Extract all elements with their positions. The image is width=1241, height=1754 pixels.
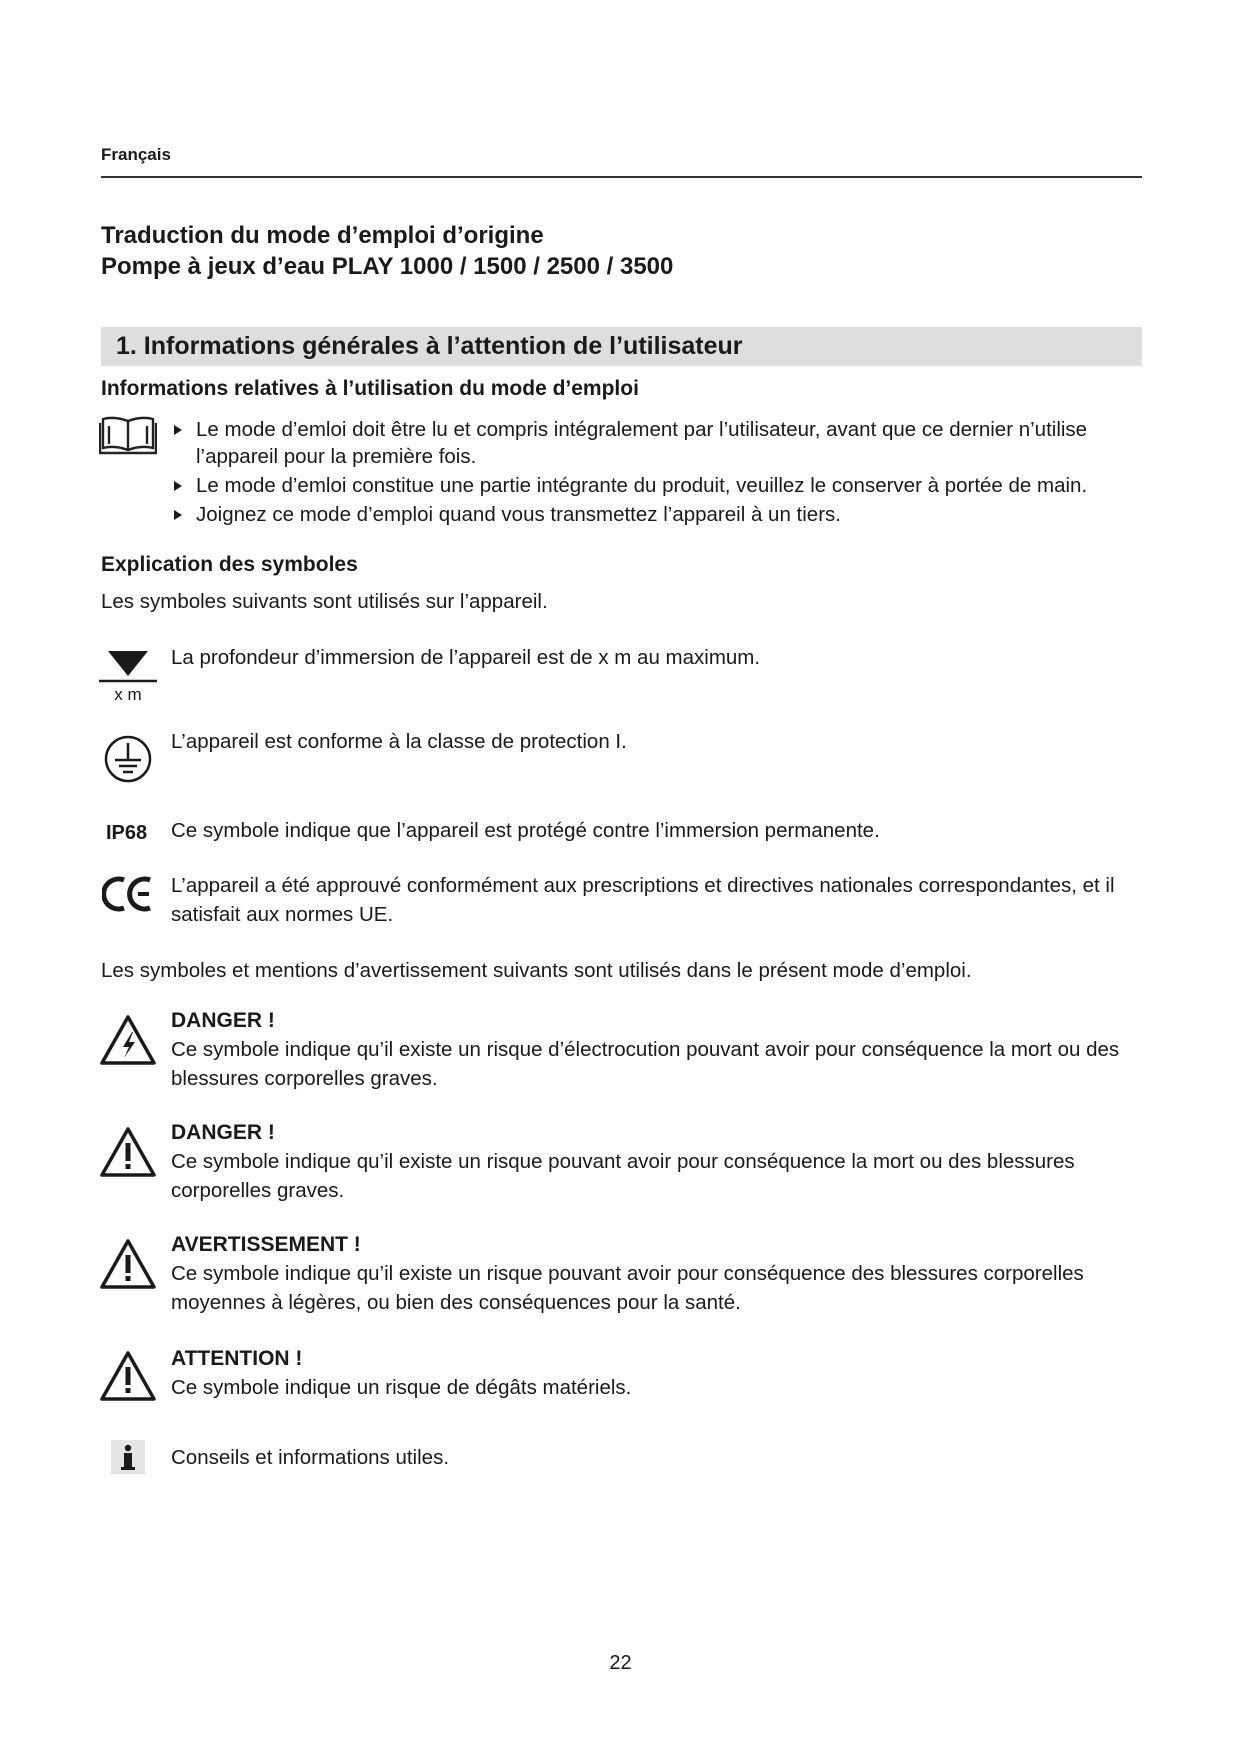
page-number: 22 bbox=[609, 1652, 632, 1674]
warning-title: ATTENTION ! bbox=[171, 1347, 303, 1370]
warning-icon bbox=[99, 1350, 157, 1402]
document-title bbox=[101, 220, 673, 282]
section-heading: 1. Informations générales à l’attention de l’utilisateur bbox=[116, 332, 743, 360]
language-label: Français bbox=[101, 145, 171, 164]
depth-text: La profondeur d’immersion de l’appareil est de x m au maximum. bbox=[171, 646, 761, 669]
usage-bullet: Le mode d’emloi constitue une partie intégrante du produit, veuillez le conserver à portée de main. bbox=[172, 472, 1152, 499]
warning-text: Ce symbole indique qu’il existe un risque d’électrocution pouvant avoir pour conséquence la mort ou des blessures corporelles graves. bbox=[171, 1038, 1120, 1090]
warning-text: Ce symbole indique qu’il existe un risque pouvant avoir pour conséquence la mort ou des blessures corporelles graves. bbox=[171, 1150, 1075, 1202]
symbols-intro: Les symboles suivants sont utilisés sur l’appareil. bbox=[101, 590, 548, 613]
warning-text: Ce symbole indique qu’il existe un risque pouvant avoir pour conséquence des blessures corporelles moyennes à légères, ou bien des conséquences pour la santé. bbox=[171, 1262, 1084, 1314]
warning-text: Ce symbole indique un risque de dégâts matériels. bbox=[171, 1376, 632, 1399]
depth-icon bbox=[97, 648, 159, 704]
ip68-label: IP68 bbox=[106, 822, 148, 844]
header-rule bbox=[101, 176, 1142, 178]
title-line-1: Traduction du mode d’emploi d’origine bbox=[101, 222, 544, 249]
ce-text: L’appareil a été approuvé conformément aux prescriptions et directives nationales correspondantes, et il satisfait aux normes UE. bbox=[171, 874, 1115, 926]
warning-icon bbox=[99, 1126, 157, 1178]
info-icon bbox=[111, 1440, 145, 1474]
ip68-text: Ce symbole indique que l’appareil est protégé contre l’immersion permanente. bbox=[171, 819, 880, 842]
warning-title: DANGER ! bbox=[171, 1009, 275, 1032]
warning-title: AVERTISSEMENT ! bbox=[171, 1233, 361, 1256]
warning-title: DANGER ! bbox=[171, 1121, 275, 1144]
warnings-intro: Les symboles et mentions d’avertissement suivants sont utilisés dans le présent mode d’emploi. bbox=[101, 959, 972, 982]
warning-icon bbox=[99, 1238, 157, 1290]
title-line-2: Pompe à jeux d’eau PLAY 1000 / 1500 / 2500 / 3500 bbox=[101, 253, 674, 280]
depth-label: x m bbox=[114, 685, 142, 704]
ground-text: L’appareil est conforme à la classe de protection I. bbox=[171, 730, 627, 753]
usage-bullet: Joignez ce mode d’emploi quand vous transmettez l’appareil à un tiers. bbox=[172, 501, 1152, 528]
info-text: Conseils et informations utiles. bbox=[171, 1446, 450, 1469]
electric-warning-icon bbox=[99, 1014, 157, 1066]
warning-block-2 bbox=[171, 1118, 1146, 1205]
symbols-heading: Explication des symboles bbox=[101, 553, 358, 576]
warning-block-3 bbox=[171, 1230, 1146, 1317]
usage-bullet: Le mode d’emloi doit être lu et compris intégralement par l’utilisateur, avant que ce dernier n’utilise l’appareil pour la première fois. bbox=[172, 416, 1152, 470]
ground-protection-icon bbox=[103, 734, 153, 784]
usage-bullet-list bbox=[172, 416, 1152, 530]
warning-block-1 bbox=[171, 1006, 1146, 1093]
ce-mark-icon bbox=[102, 874, 156, 914]
book-icon bbox=[99, 414, 157, 456]
warning-block-4 bbox=[171, 1344, 1146, 1402]
usage-heading: Informations relatives à l’utilisation du mode d’emploi bbox=[101, 377, 639, 400]
